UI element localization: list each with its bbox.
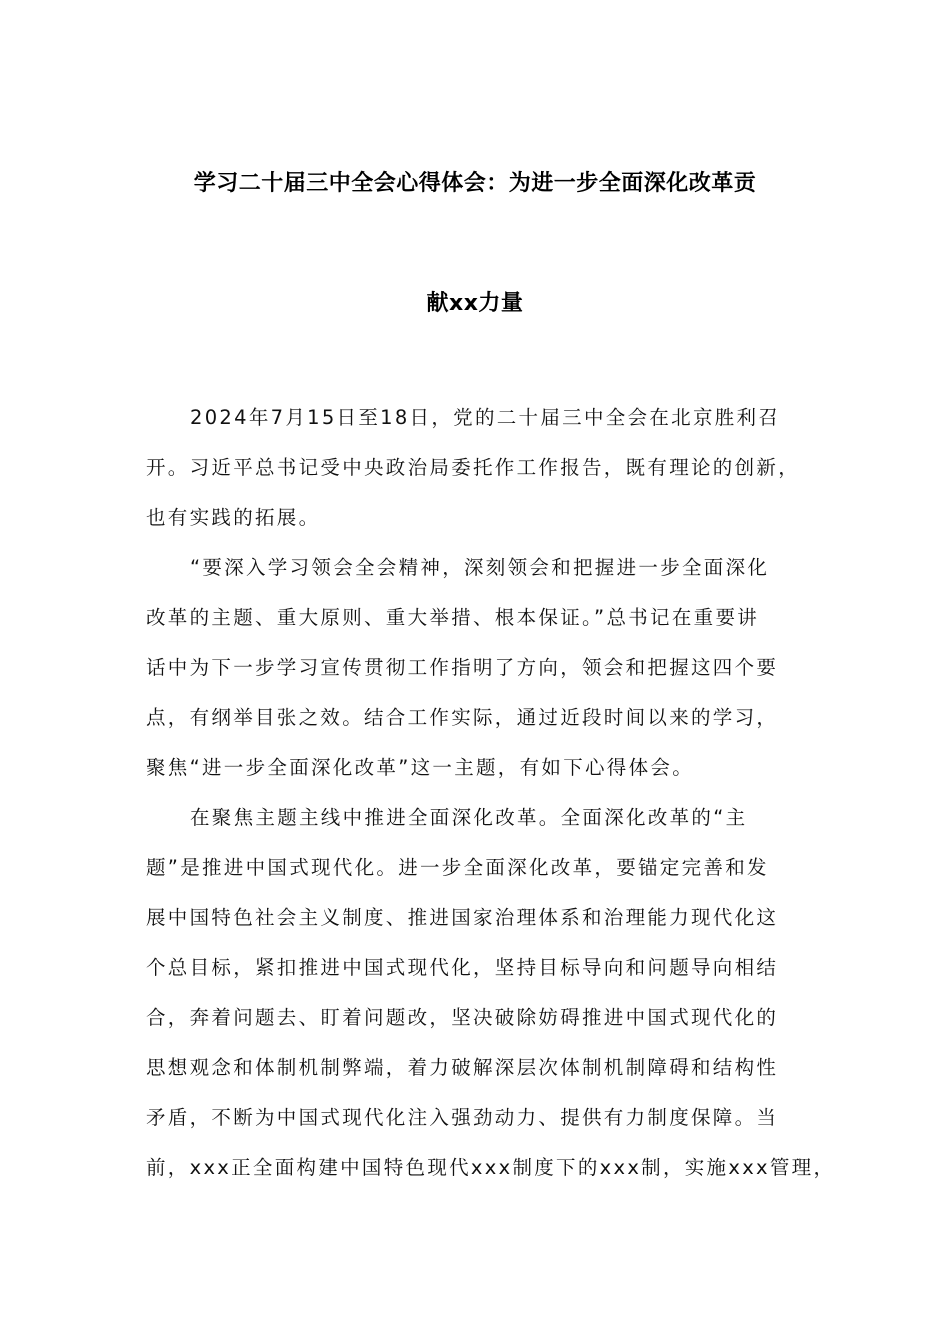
document-title-line-2: 献xx力量 bbox=[426, 291, 524, 316]
body-text-line: 也有实践的拓展。 bbox=[146, 506, 321, 529]
body-text-line: 点，有纲举目张之效。结合工作实际，通过近段时间以来的学习， bbox=[146, 706, 779, 729]
document-title-line-1: 学习二十届三中全会心得体会：为进一步全面深化改革贡 bbox=[193, 171, 757, 196]
body-text-line: 前，xxx正全面构建中国特色现代xxx制度下的xxx制，实施xxx管理， bbox=[146, 1156, 836, 1179]
body-text-line: 在聚焦主题主线中推进全面深化改革。全面深化改革的“主 bbox=[190, 806, 748, 829]
body-text-line: 矛盾，不断为中国式现代化注入强劲动力、提供有力制度保障。当 bbox=[146, 1106, 779, 1129]
body-text-line: 个总目标，紧扣推进中国式现代化，坚持目标导向和问题导向相结 bbox=[146, 956, 779, 979]
body-text-line: 话中为下一步学习宣传贯彻工作指明了方向，领会和把握这四个要 bbox=[146, 656, 779, 679]
body-text-line: 思想观念和体制机制弊端，着力破解深层次体制机制障碍和结构性 bbox=[146, 1056, 779, 1079]
body-text-line: 改革的主题、重大原则、重大举措、根本保证。”总书记在重要讲 bbox=[146, 606, 760, 629]
body-text-line: 合，奔着问题去、盯着问题改，坚决破除妨碍推进中国式现代化的 bbox=[146, 1006, 779, 1029]
body-text-line: 聚焦“进一步全面深化改革”这一主题，有如下心得体会。 bbox=[146, 756, 695, 779]
body-text-line: 2024年7月15日至18日，党的二十届三中全会在北京胜利召 bbox=[190, 406, 781, 429]
body-text-line: 展中国特色社会主义制度、推进国家治理体系和治理能力现代化这 bbox=[146, 906, 779, 929]
body-text-line: “要深入学习领会全会精神，深刻领会和把握进一步全面深化 bbox=[190, 556, 770, 579]
body-text-line: 题”是推进中国式现代化。进一步全面深化改革，要锚定完善和发 bbox=[146, 856, 769, 879]
body-text-line: 开。习近平总书记受中央政治局委托作工作报告，既有理论的创新， bbox=[146, 456, 801, 479]
